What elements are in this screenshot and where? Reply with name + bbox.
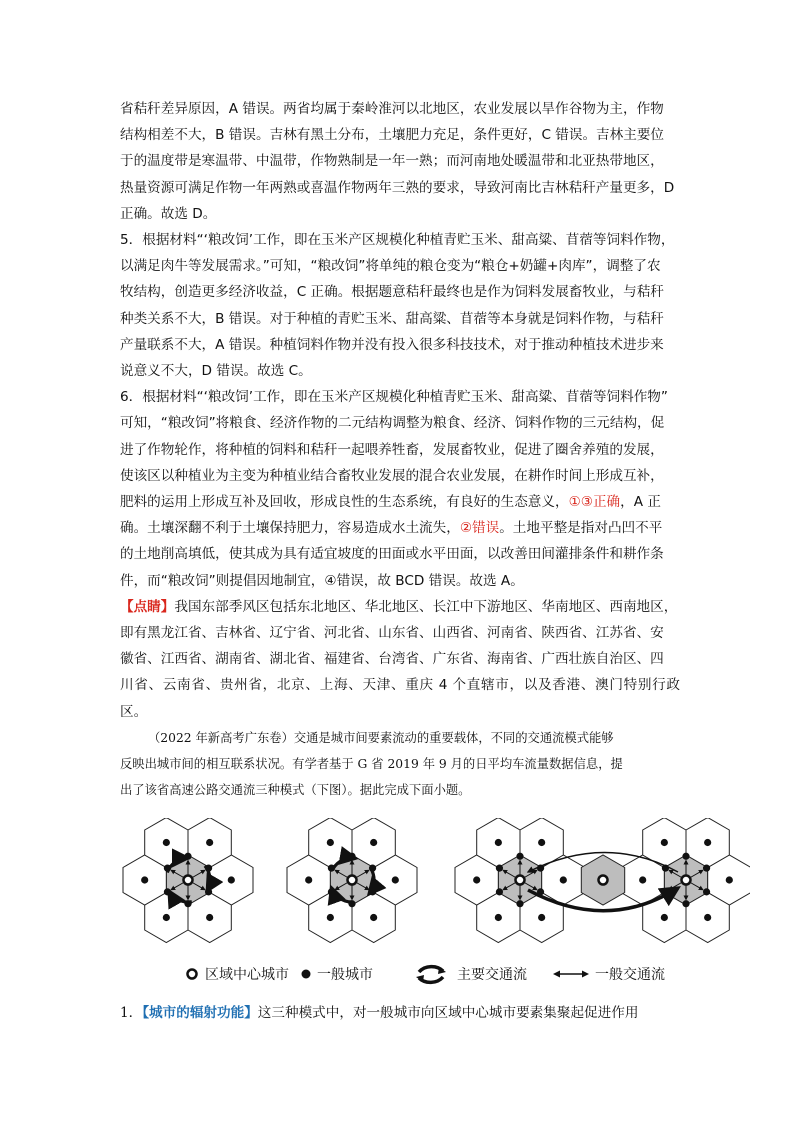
paragraph-explanation-4	[120, 96, 680, 227]
general-city-dot	[703, 865, 710, 872]
general-city-dot	[560, 876, 567, 883]
text-line: 牧结构，创造更多经济收益，C 正确。根据题意秸秆最终也是作为饲料发展畜牧业，与秸秆	[120, 284, 664, 301]
text-line: 川省、云南省、贵州省，北京、上海、天津、重庆 4 个直辖市，以及香港、澳门特别行政区。	[120, 677, 680, 720]
general-city-dot	[703, 888, 710, 895]
text-line: 热量资源可满足作物一年两熟或喜温作物两年三熟的要求，导致河南比吉林秸秆产量更多，D	[120, 179, 675, 196]
text-line: 反映出城市间的相互联系状况。有学者基于 G 省 2019 年 9 月的日平均车流量数据信息，提	[120, 756, 623, 771]
text-line: 出了该省高速公路交通流三种模式（下图）。据此完成下面小题。	[120, 782, 471, 797]
general-city-dot	[516, 853, 523, 860]
general-city-dot	[682, 900, 689, 907]
general-city-dot	[228, 876, 235, 883]
question-text: 这三种模式中，对一般城市向区域中心城市要素集聚起促进作用	[257, 1005, 639, 1021]
general-city-dot	[661, 914, 668, 921]
text-line: 说意义不大，D 错误。故选 C。	[120, 363, 312, 380]
text-line: 正确。故选 D。	[120, 205, 217, 222]
general-city-symbol	[299, 967, 313, 981]
main-flow-symbol	[413, 963, 449, 985]
general-city-dot	[370, 839, 377, 846]
highlight-wrong: ②错误	[459, 520, 500, 537]
paragraph-explanation-5	[120, 227, 680, 384]
general-city-dot	[726, 876, 733, 883]
text-line	[120, 489, 680, 515]
text-line: 即有黑龙江省、吉林省、辽宁省、河北省、山东省、山西省、河南省、陕西省、江苏省、安	[120, 625, 664, 642]
general-city-dot	[141, 876, 148, 883]
legend-main-flow: 主要交通流	[457, 967, 527, 983]
text-line: 以满足肉牛等发展需求。”可知，“粮改饲”将单纯的粮仓变为“粮仓+奶罐+肉库”，调整了农	[120, 258, 661, 275]
center-city-dot	[599, 876, 608, 885]
text-line: 5．根据材料“‘粮改饲’工作，即在玉米产区规模化种植青贮玉米、甜高粱、苜蓿等饲料作物，	[120, 232, 675, 249]
paragraph-dianjing	[120, 594, 680, 725]
traffic-flow-figure	[110, 818, 750, 968]
text-line: 进了作物轮作，将种植的饲料和秸秆一起喂养牲畜，发展畜牧业，促进了圈舍养殖的发展，	[120, 441, 664, 458]
text-segment: 。土地平整是指对凸凹不平	[499, 520, 663, 537]
text-line: 结构相差不大，B 错误。吉林有黑土分布，土壤肥力充足，条件更好，C 错误。吉林主要位	[120, 127, 665, 144]
center-city-dot	[682, 876, 691, 885]
text-segment: ，A 正	[620, 494, 661, 511]
general-city-dot	[327, 914, 334, 921]
general-city-dot	[206, 914, 213, 921]
center-city-dot	[184, 876, 193, 885]
question-intro	[120, 725, 680, 803]
general-city-dot	[661, 839, 668, 846]
highlight-correct: ①③正确	[568, 494, 621, 511]
text-segment: 我国东部季风区包括东北地区、华北地区、长江中下游地区、华南地区、西南地区，	[174, 598, 678, 615]
center-city-symbol	[185, 967, 199, 981]
text-line: 6．根据材料“‘粮改饲’工作，即在玉米产区规模化种植青贮玉米、甜高粱、苜蓿等饲料作物”	[120, 389, 668, 406]
general-city-dot	[704, 839, 711, 846]
text-line: 可知，“粮改饲”将粮食、经济作物的二元结构调整为粮食、经济、饲料作物的三元结构，促	[120, 415, 665, 432]
question-number: 1．	[120, 1005, 143, 1021]
general-city-dot	[473, 876, 480, 883]
center-city-dot	[516, 876, 525, 885]
legend-general-flow: 一般交通流	[595, 967, 665, 983]
text-line: 的土地削高填低，使其成为具有适宜坡度的田面或水平田面，以改善田间灌排条件和耕作条	[120, 546, 664, 563]
question-1	[120, 1000, 700, 1026]
general-city-dot	[495, 839, 502, 846]
general-city-dot	[538, 914, 545, 921]
center-city-dot	[348, 876, 357, 885]
general-city-dot	[704, 914, 711, 921]
general-city-dot	[516, 900, 523, 907]
question-tag: 【城市的辐射功能】	[142, 1005, 258, 1021]
general-city-dot	[392, 876, 399, 883]
general-city-dot	[327, 839, 334, 846]
figure-legend	[185, 962, 745, 986]
text-line	[120, 594, 680, 620]
general-city-dot	[370, 914, 377, 921]
text-segment: 肥料的运用上形成互补及回收，形成良性的生态系统，有良好的生态意义，	[120, 494, 569, 511]
general-city-dot	[163, 914, 170, 921]
text-line: 产量联系不大，A 错误。种植饲料作物并没有投入很多科技技术，对于推动种植技术进步来	[120, 336, 664, 353]
general-city-dot	[305, 876, 312, 883]
text-line: 使该区以种植业为主变为种植业结合畜牧业发展的混合农业发展，在耕作时间上形成互补，	[120, 467, 664, 484]
general-city-dot	[639, 876, 646, 883]
general-city-dot	[496, 888, 503, 895]
text-line: 徽省、江西省、湖南省、湖北省、福建省、台湾省、广东省、海南省、广西壮族自治区、四	[120, 651, 664, 668]
general-flow-symbol	[553, 966, 589, 982]
general-city-dot	[495, 914, 502, 921]
text-line: 于的温度带是寒温带、中温带，作物熟制是一年一熟；而河南地处暖温带和北亚热带地区，	[120, 153, 664, 170]
general-city-dot	[538, 839, 545, 846]
text-line: 省秸秆差异原因，A 错误。两省均属于秦岭淮河以北地区，农业发展以旱作谷物为主，作物	[120, 101, 664, 117]
general-city-dot	[206, 839, 213, 846]
text-line: 种类关系不大，B 错误。对于种植的青贮玉米、甜高粱、苜蓿等本身就是饲料作物，与秸秆	[120, 310, 664, 327]
answer-text	[120, 96, 680, 803]
legend-general-city: 一般城市	[317, 967, 373, 983]
text-segment: 确。土壤深翻不利于土壤保持肥力，容易造成水土流失，	[120, 520, 460, 537]
text-line	[120, 515, 680, 541]
dianjing-tag: 【点睛】	[120, 598, 175, 615]
text-line: 件，而“粮改饲”则提倡因地制宜，④错误，故 BCD 错误。故选 A。	[120, 572, 524, 589]
general-city-dot	[496, 865, 503, 872]
legend-center-city: 区域中心城市	[205, 967, 289, 983]
paragraph-explanation-6	[120, 384, 680, 594]
text-line: （2022 年新高考广东卷）交通是城市间要素流动的重要载体，不同的交通流模式能够	[148, 730, 614, 745]
general-city-dot	[163, 839, 170, 846]
general-city-dot	[682, 853, 689, 860]
